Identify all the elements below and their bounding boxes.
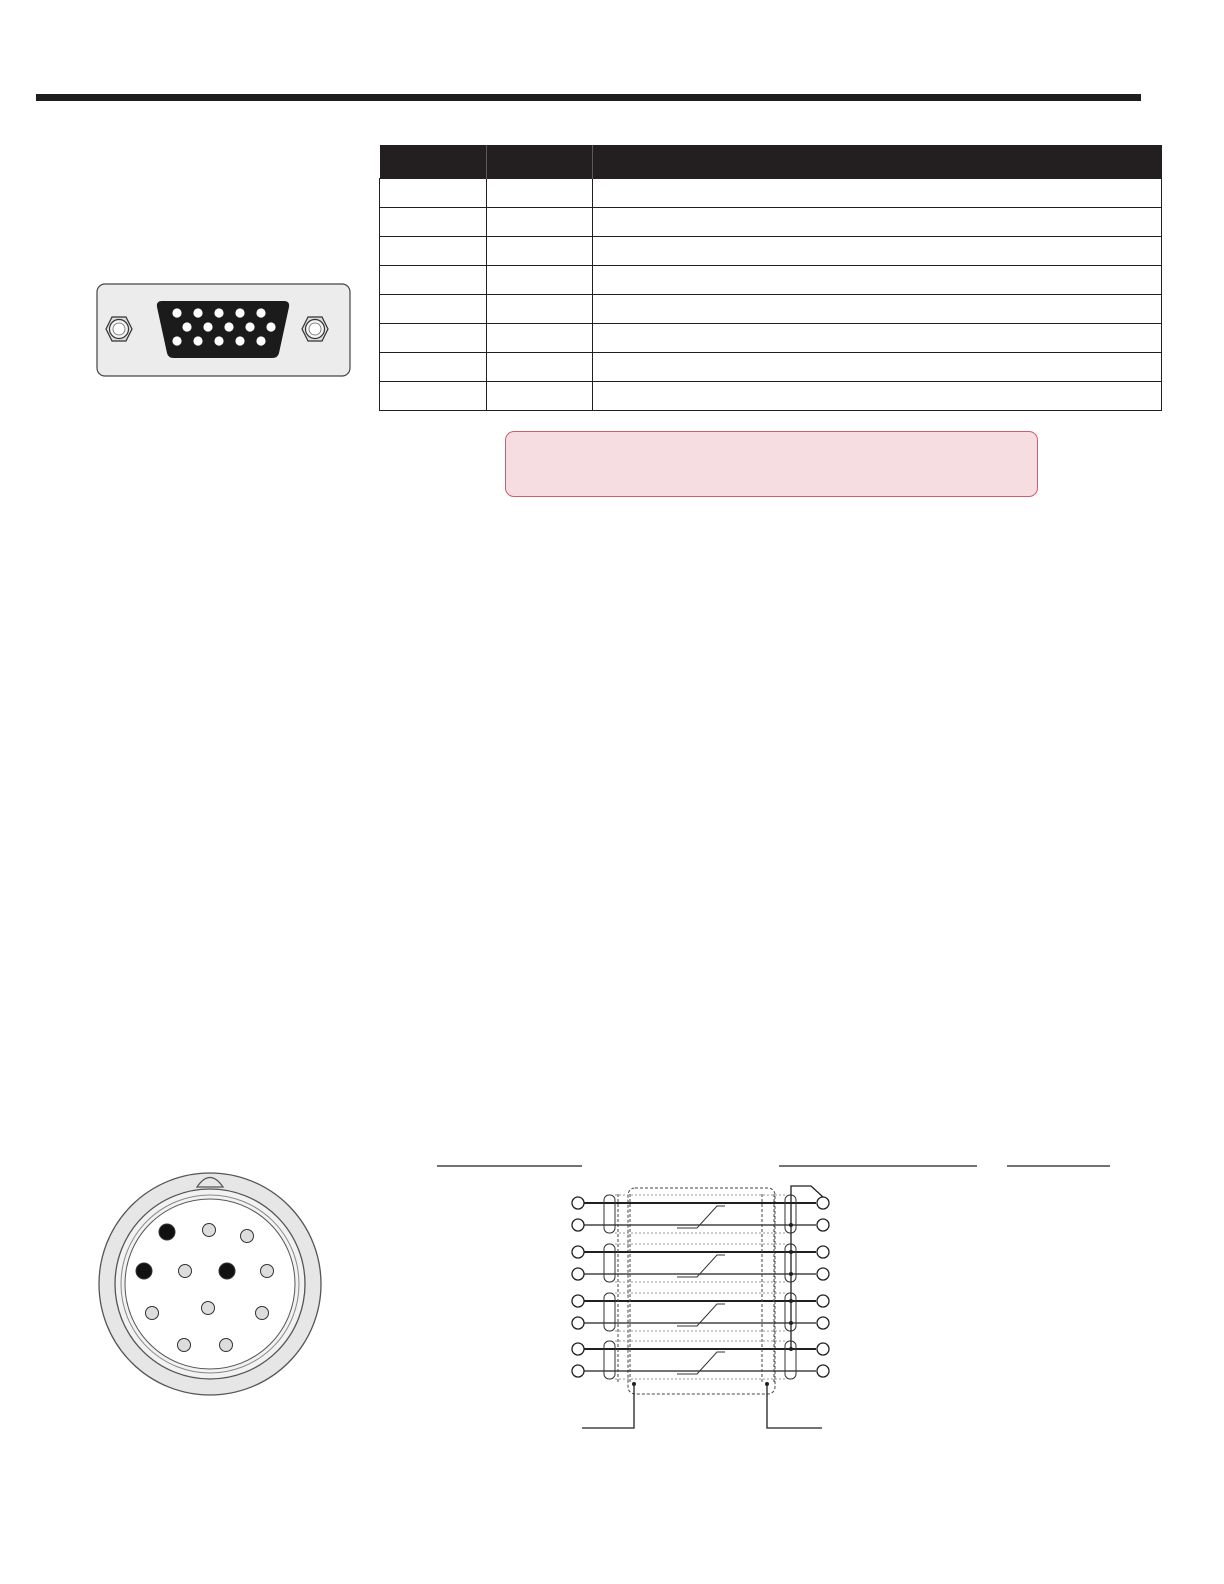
table-cell [593, 208, 1162, 237]
table-cell [487, 382, 593, 411]
table-cell [380, 324, 487, 353]
thumbscrew-icon [106, 317, 132, 341]
header-rule [36, 94, 1141, 101]
table-header-row [380, 145, 1162, 179]
table-row [380, 382, 1162, 411]
table-row [380, 237, 1162, 266]
table-cell [593, 295, 1162, 324]
table-cell [380, 266, 487, 295]
column-header [593, 145, 1162, 179]
vga-connector-icon [96, 283, 351, 377]
table-row [380, 324, 1162, 353]
note-callout [505, 431, 1038, 497]
pin-assignment-table [379, 145, 1162, 411]
table-cell [487, 266, 593, 295]
column-header [380, 145, 487, 179]
table-cell [487, 353, 593, 382]
table-cell [593, 382, 1162, 411]
column-header [487, 145, 593, 179]
thumbscrew-icon [302, 317, 328, 341]
table-cell [380, 208, 487, 237]
table-cell [380, 295, 487, 324]
table-cell [380, 353, 487, 382]
table-cell [487, 179, 593, 208]
table-cell [380, 382, 487, 411]
table-cell [593, 179, 1162, 208]
table-cell [593, 266, 1162, 295]
table-row [380, 353, 1162, 382]
table-cell [593, 324, 1162, 353]
table-cell [487, 208, 593, 237]
table-cell [593, 237, 1162, 266]
round-connector-icon [96, 1168, 324, 1398]
table-cell [487, 295, 593, 324]
table-row [380, 295, 1162, 324]
table-row [380, 208, 1162, 237]
table-cell [380, 179, 487, 208]
table-row [380, 266, 1162, 295]
table-cell [487, 324, 593, 353]
table-cell [593, 353, 1162, 382]
cable-wiring-diagram [432, 1158, 1122, 1438]
table-cell [487, 237, 593, 266]
table-cell [380, 237, 487, 266]
table-row [380, 179, 1162, 208]
